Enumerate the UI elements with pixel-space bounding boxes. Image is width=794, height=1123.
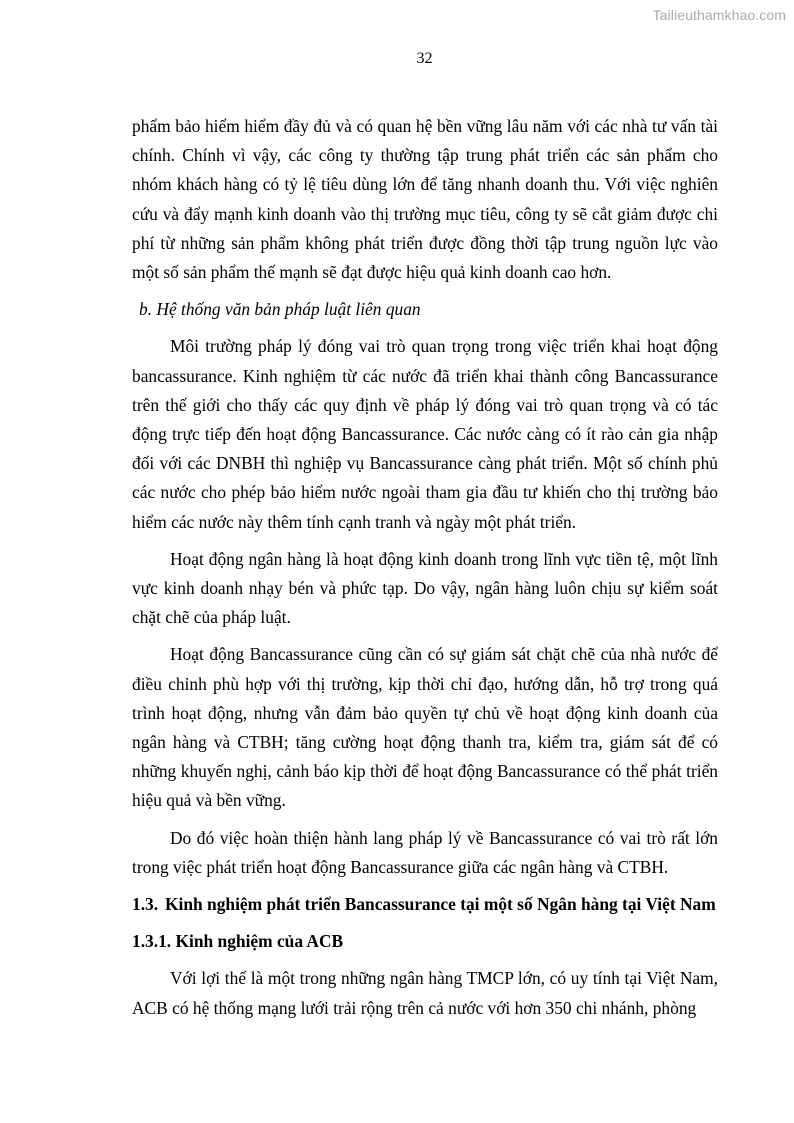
section-title: Kinh nghiệm phát triển Bancassurance tại một số Ngân hàng tại Việt Nam (165, 894, 716, 915)
paragraph-acb: Với lợi thế là một trong những ngân hàng TMCP lớn, có uy tính tại Việt Nam, ACB có hệ thống mạng lưới trải rộng trên cả nước với hơn 350 chi nhánh, phòng (132, 968, 718, 1018)
section-number: 1.3. (132, 894, 159, 915)
document-body (132, 112, 718, 1023)
page-number: 32 (416, 50, 433, 67)
paragraph-banking-activity: Hoạt động ngân hàng là hoạt động kinh doanh trong lĩnh vực tiền tệ, một lĩnh vực kinh doanh nhạy bén và phức tạp. Do vậy, ngân hàng luôn chịu sự kiểm soát chặt chẽ của pháp luật. (132, 548, 718, 628)
paragraph-continuation: phẩm bảo hiểm hiểm đầy đủ và có quan hệ bền vững lâu năm với các nhà tư vấn tài chính. Chính vì vậy, các công ty thường tập trung phát triển các sản phẩm cho nhóm khách hàng có tỷ lệ tiêu dùng lớn để tăng nhanh doanh thu. Với việc nghiên cứu và đẩy mạnh kinh doanh vào thị trường mục tiêu, công ty sẽ cắt giảm được chi phí từ những sản phẩm không phát triển được đồng thời tập trung nguồn lực vào một số sản phẩm thế mạnh sẽ đạt được hiệu quả kinh doanh cao hơn. (132, 116, 718, 283)
paragraph-legal-environment: Môi trường pháp lý đóng vai trò quan trọng trong việc triển khai hoạt động bancassurance. Kinh nghiệm từ các nước đã triển khai thành công Bancassurance trên thế giới cho thấy các quy định về pháp lý đóng vai trò quan trọng và có tác động trực tiếp đến hoạt động Bancassurance. Các nước càng có ít rào cản gia nhập đối với các DNBH thì nghiệp vụ Bancassurance càng phát triển. Một số chính phủ các nước cho phép bảo hiểm nước ngoài tham gia đầu tư khiến cho thị trường bảo hiểm các nước này thêm tính cạnh tranh và ngày một phát triển. (132, 336, 718, 532)
section-heading-1-3 (132, 890, 718, 919)
paragraph-legal-framework: Do đó việc hoàn thiện hành lang pháp lý về Bancassurance có vai trò rất lớn trong việc phát triển hoạt động Bancassurance giữa các ngân hàng và CTBH. (132, 827, 718, 877)
subheading-legal-documents: b. Hệ thống văn bản pháp luật liên quan (139, 299, 421, 320)
paragraph-state-supervision: Hoạt động Bancassurance cũng cần có sự giám sát chặt chẽ của nhà nước để điều chỉnh phù hợp với thị trường, kịp thời chỉ đạo, hướng dẫn, hỗ trợ trong quá trình hoạt động, nhưng vẫn đảm bảo quyền tự chủ về hoạt động kinh doanh của ngân hàng và CTBH; tăng cường hoạt động thanh tra, kiểm tra, giám sát để có những khuyến nghị, cảnh báo kịp thời để hoạt động Bancassurance có thể phát triển hiệu quả và bền vững. (132, 644, 718, 811)
section-heading-1-3-1: 1.3.1. Kinh nghiệm của ACB (132, 931, 344, 952)
watermark: Tailieuthamkhao.com (652, 7, 786, 23)
